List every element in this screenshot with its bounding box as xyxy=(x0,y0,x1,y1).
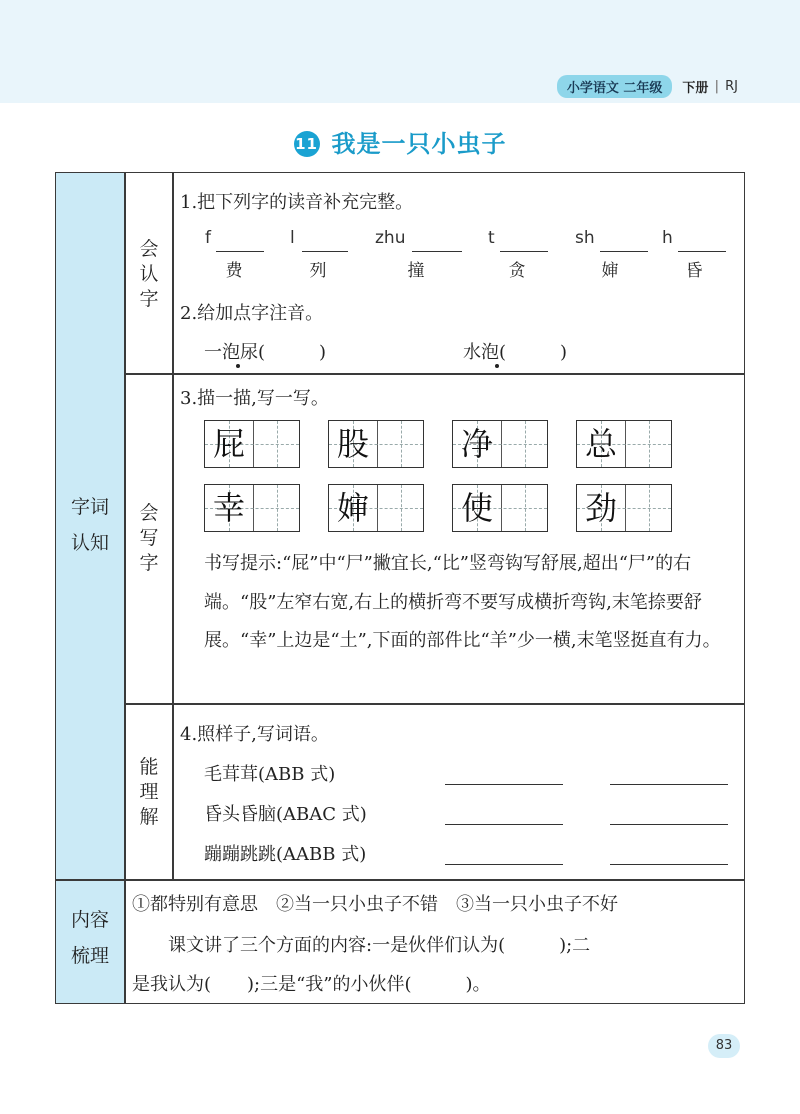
q2-item: 水泡( ) xyxy=(463,342,568,363)
answer-line[interactable] xyxy=(445,824,563,825)
writing-tip: 书写提示:“屁”中“尸”撇宜长,“比”竖弯钩写舒展,超出“尸”的右端。“股”左窄右宽,右上的横折弯不要写成横折弯钩,末笔捺要舒展。“幸”上边是“土”,下面的部件比“羊”少一横,末笔竖挺直有力。 xyxy=(204,553,721,651)
category-word-knowledge xyxy=(56,492,124,558)
divider: | xyxy=(714,79,720,94)
char-label: 撞 xyxy=(407,261,425,281)
char-label: 列 xyxy=(309,261,327,281)
answer-line[interactable] xyxy=(445,784,563,785)
lesson-title-text: 我是一只小虫子 xyxy=(331,130,507,158)
tracing-char: 屁 xyxy=(212,425,245,463)
sub-char: 字 xyxy=(139,288,159,310)
answer-line[interactable] xyxy=(445,864,563,865)
category-line: 认知 xyxy=(70,532,109,554)
tracing-char: 劲 xyxy=(584,489,617,527)
tracing-grid[interactable] xyxy=(328,484,424,532)
pinyin-initial: t xyxy=(488,228,495,248)
subsection-write xyxy=(134,501,164,576)
content-line: 课文讲了三个方面的内容:一是伙伴们认为( );二 xyxy=(168,935,591,956)
sub-char: 字 xyxy=(139,552,159,574)
q4-item: 昏头昏脑(ABAC 式) xyxy=(204,804,367,825)
sub-char: 写 xyxy=(139,527,159,549)
tracing-grid[interactable] xyxy=(328,420,424,468)
q4-prompt: 4.照样子,写词语。 xyxy=(180,724,329,745)
char-label: 费 xyxy=(225,261,243,281)
sub-char: 理 xyxy=(139,781,159,803)
lesson-title xyxy=(0,124,800,159)
pinyin-blank[interactable] xyxy=(216,251,264,252)
q2-prompt: 2.给加点字注音。 xyxy=(180,303,324,324)
book-label xyxy=(557,75,738,98)
content-line: 是我认为( );三是“我”的小伙伴( )。 xyxy=(132,974,491,995)
emphasis-dot xyxy=(495,364,499,368)
pinyin-blank[interactable] xyxy=(412,251,462,252)
pinyin-blank[interactable] xyxy=(500,251,548,252)
tracing-grid[interactable] xyxy=(452,420,548,468)
page-number: 83 xyxy=(708,1034,740,1058)
sub-char: 解 xyxy=(139,806,159,828)
subsection-understand xyxy=(134,755,164,830)
char-label: 婶 xyxy=(601,261,619,281)
category-line: 字词 xyxy=(70,496,109,518)
category-content xyxy=(56,905,124,971)
q3-prompt: 3.描一描,写一写。 xyxy=(180,388,329,409)
tracing-char: 幸 xyxy=(212,489,245,527)
pinyin-initial: sh xyxy=(575,228,595,248)
answer-line[interactable] xyxy=(610,864,728,865)
tracing-char: 总 xyxy=(584,425,617,463)
q4-item: 毛茸茸(ABB 式) xyxy=(204,764,336,785)
edition-label: RJ xyxy=(725,79,738,94)
sub-char: 会 xyxy=(139,238,159,260)
tracing-grid[interactable] xyxy=(576,420,672,468)
lesson-number: 11 xyxy=(294,131,320,157)
tracing-grid[interactable] xyxy=(576,484,672,532)
pinyin-initial: f xyxy=(205,228,211,248)
q4-item: 蹦蹦跳跳(AABB 式) xyxy=(204,844,367,865)
emphasis-dot xyxy=(236,364,240,368)
pinyin-blank[interactable] xyxy=(678,251,726,252)
pinyin-blank[interactable] xyxy=(600,251,648,252)
sub-char: 会 xyxy=(139,502,159,524)
tracing-char: 婶 xyxy=(336,489,369,527)
tracing-grid[interactable] xyxy=(204,484,300,532)
answer-line[interactable] xyxy=(610,824,728,825)
answer-line[interactable] xyxy=(610,784,728,785)
pinyin-initial: zhu xyxy=(375,228,406,248)
pinyin-initial: h xyxy=(662,228,673,248)
subsection-recognize xyxy=(134,237,164,312)
pinyin-blank[interactable] xyxy=(302,251,348,252)
volume-label: 下册 xyxy=(682,81,709,96)
content-options: ①都特别有意思 ②当一只小虫子不错 ③当一只小虫子不好 xyxy=(132,894,618,915)
category-line: 内容 xyxy=(70,909,109,931)
tracing-char: 净 xyxy=(460,425,493,463)
category-line: 梳理 xyxy=(70,945,109,967)
tracing-grid[interactable] xyxy=(452,484,548,532)
tracing-grid[interactable] xyxy=(204,420,300,468)
char-label: 贪 xyxy=(508,261,526,281)
q1-prompt: 1.把下列字的读音补充完整。 xyxy=(180,192,414,213)
char-label: 昏 xyxy=(685,261,703,281)
pinyin-initial: l xyxy=(290,228,295,248)
q2-item: 一泡尿( ) xyxy=(204,342,327,363)
subject-badge: 小学语文 二年级 xyxy=(557,75,673,98)
sub-char: 能 xyxy=(139,756,159,778)
tracing-char: 使 xyxy=(460,489,493,527)
sub-char: 认 xyxy=(139,263,159,285)
tracing-char: 股 xyxy=(336,425,369,463)
